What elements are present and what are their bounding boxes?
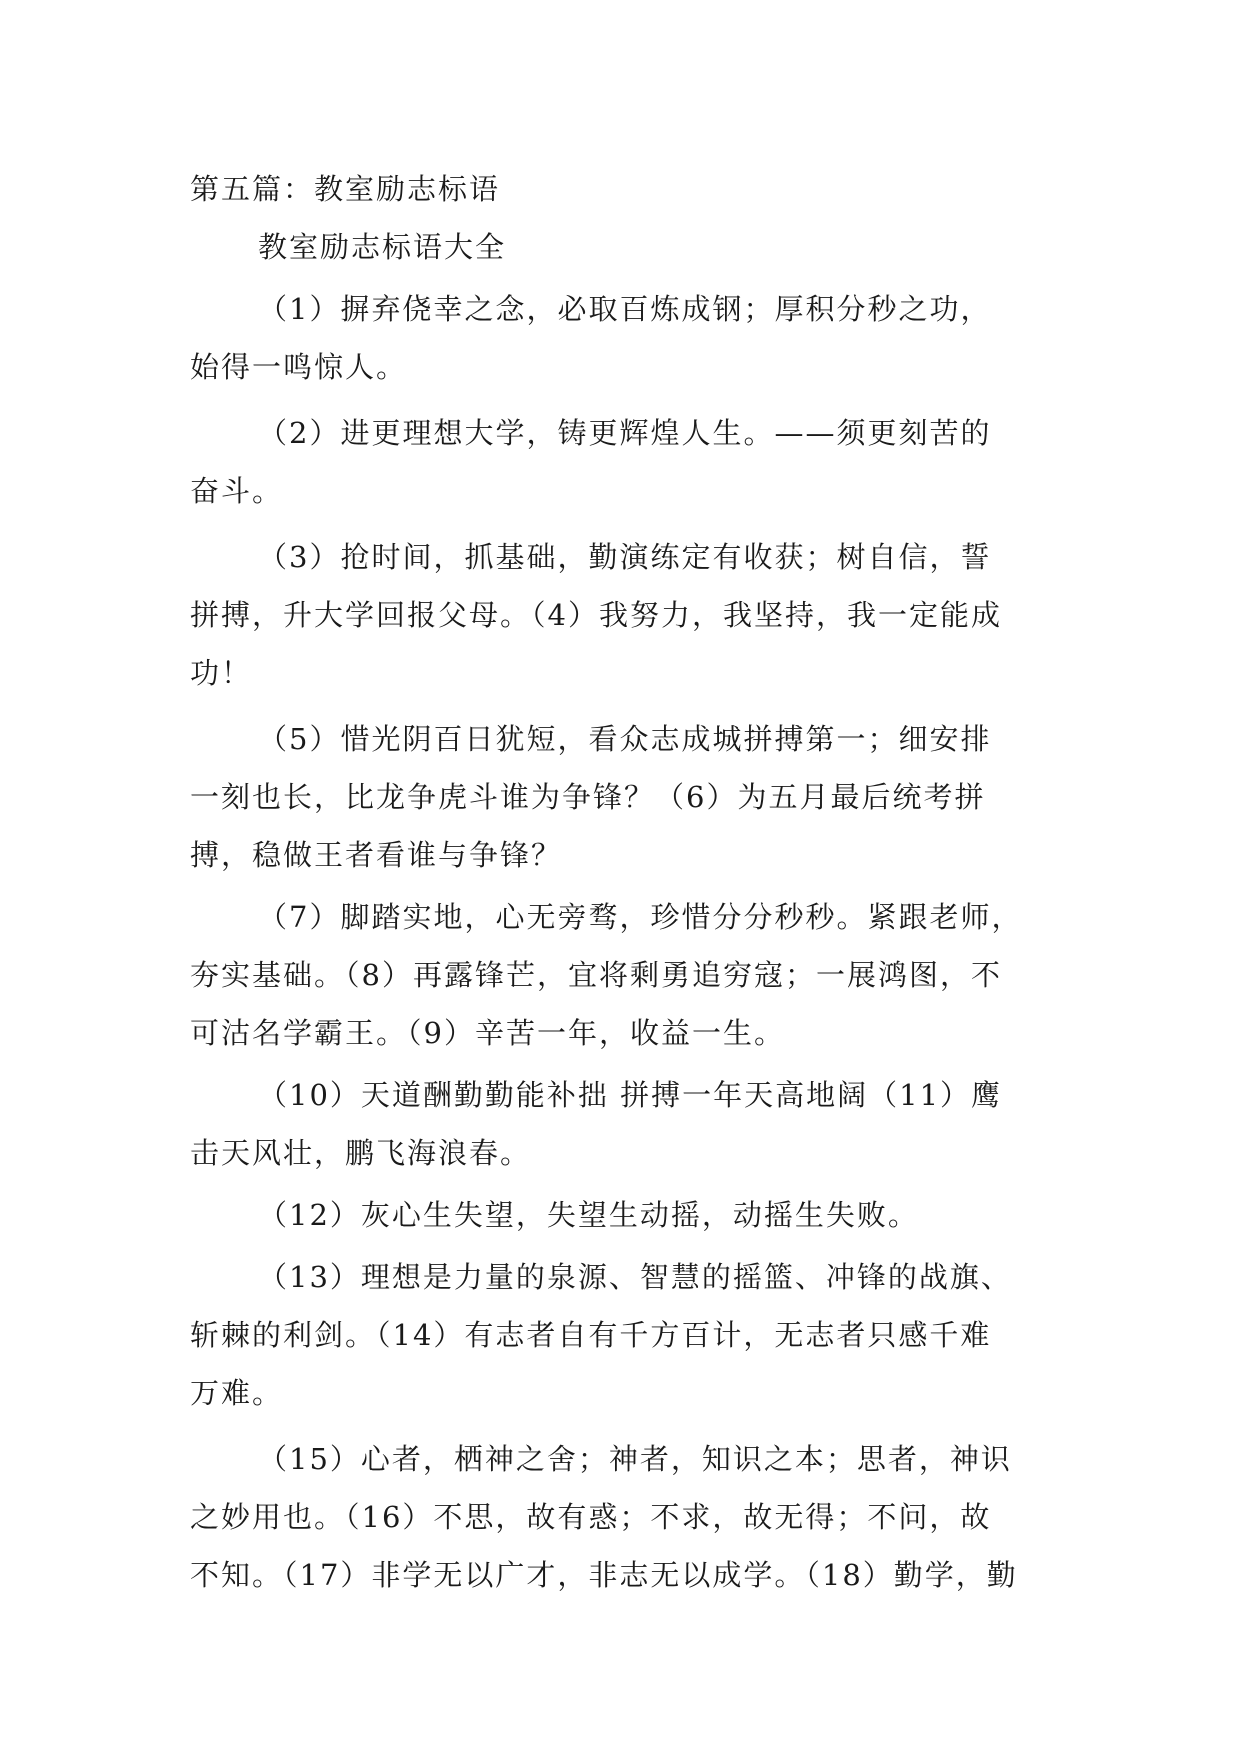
paragraph-line: （3）抢时间，抓基础，勤演练定有收获；树自信，誓 — [258, 540, 992, 574]
paragraph-line: 可沽名学霸王。（9）辛苦一年，收益一生。 — [190, 1016, 785, 1050]
paragraph-line: （12）灰心生失望，失望生动摇，动摇生失败。 — [258, 1198, 919, 1232]
paragraph-line: 功！ — [190, 656, 253, 690]
paragraph-line: （10）天道酬勤勤能补拙 拼搏一年天高地阔（11）鹰 — [258, 1078, 1003, 1112]
paragraph-line: 搏，稳做王者看谁与争锋？ — [190, 838, 563, 872]
paragraph-line: 击天风壮，鹏飞海浪春。 — [190, 1136, 532, 1170]
slogan-paragraph — [190, 1430, 1050, 1604]
document-title: 第五篇：教室励志标语 — [190, 172, 501, 206]
paragraph-line: 斩棘的利剑。（14）有志者自有千方百计，无志者只感千难 — [190, 1318, 992, 1352]
paragraph-line: （5）惜光阴百日犹短，看众志成城拼搏第一；细安排 — [258, 722, 992, 756]
paragraph-line: （7）脚踏实地，心无旁骛，珍惜分分秒秒。紧跟老师， — [258, 900, 1023, 934]
slogan-paragraph — [190, 1066, 1050, 1182]
slogan-paragraph — [190, 888, 1050, 1062]
slogan-paragraph — [190, 280, 1050, 396]
paragraph-line: 万难。 — [190, 1376, 284, 1410]
slogan-paragraph — [190, 710, 1050, 884]
paragraph-line: （2）进更理想大学，铸更辉煌人生。——须更刻苦的 — [258, 416, 992, 450]
paragraph-line: 始得一鸣惊人。 — [190, 350, 408, 384]
paragraph-line: （15）心者，栖神之舍；神者，知识之本；思者，神识 — [258, 1442, 1012, 1476]
paragraph-line: 拼搏，升大学回报父母。（4）我努力，我坚持，我一定能成 — [190, 598, 1002, 632]
paragraph-line: 不知。（17）非学无以广才，非志无以成学。（18）勤学，勤 — [190, 1558, 1018, 1592]
slogan-paragraph — [190, 1248, 1050, 1422]
slogan-paragraph — [190, 404, 1050, 520]
paragraph-line: （1）摒弃侥幸之念，必取百炼成钢；厚积分秒之功， — [258, 292, 992, 326]
paragraph-line: 夯实基础。（8）再露锋芒，宜将剩勇追穷寇；一展鸿图，不 — [190, 958, 1002, 992]
paragraph-line: 之妙用也。（16）不思，故有惑；不求，故无得；不问，故 — [190, 1500, 992, 1534]
paragraph-line: （13）理想是力量的泉源、智慧的摇篮、冲锋的战旗、 — [258, 1260, 1012, 1294]
paragraph-line: 一刻也长，比龙争虎斗谁为争锋？（6）为五月最后统考拼 — [190, 780, 986, 814]
document-subtitle: 教室励志标语大全 — [258, 230, 507, 264]
slogan-paragraph — [190, 1186, 1050, 1244]
document-body — [190, 160, 1050, 1604]
slogan-paragraph — [190, 528, 1050, 702]
paragraph-line: 奋斗。 — [190, 474, 284, 508]
